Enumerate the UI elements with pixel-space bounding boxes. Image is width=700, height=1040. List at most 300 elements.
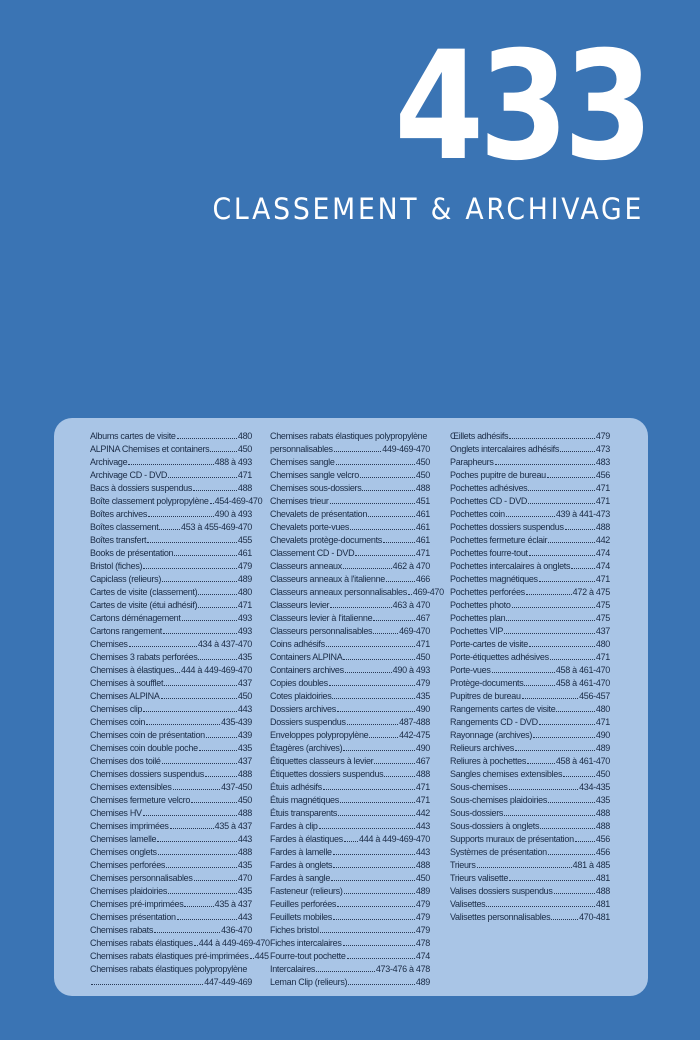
index-entry-name: Onglets intercalaires adhésifs [450, 444, 560, 454]
dot-leader [548, 542, 595, 543]
index-entry [450, 729, 610, 742]
index-entry-name: Œillets adhésifs [450, 431, 509, 441]
index-entry-page: 451 [415, 496, 430, 506]
index-entry-name: Chemises coin [90, 717, 146, 727]
dot-leader [540, 828, 595, 829]
index-entry-page: 474 [595, 561, 610, 571]
index-entry-page: 442 [595, 535, 610, 545]
dot-leader [173, 789, 221, 790]
index-entry-page: 471 [237, 600, 252, 610]
index-entry [270, 976, 430, 989]
index-entry-name: Pochettes fermeture éclair [450, 535, 548, 545]
index-entry-page: 488 [237, 847, 252, 857]
index-entry-page: 481 [595, 899, 610, 909]
index-column-1 [90, 430, 270, 989]
index-entry-name: Classement CD - DVD [270, 548, 355, 558]
index-entry-name: ALPINA Chemises et containers [90, 444, 210, 454]
dot-leader [350, 529, 415, 530]
dot-leader [184, 906, 213, 907]
index-entry [90, 534, 252, 547]
index-entry-page: 435 [237, 860, 252, 870]
index-entry-page: 480 [237, 431, 252, 441]
index-entry-name: Chemises ALPINA [90, 691, 160, 701]
index-entry [270, 833, 430, 846]
dot-leader [191, 802, 237, 803]
index-entry [450, 872, 610, 885]
index-entry-page: 443 [415, 847, 430, 857]
dot-leader [330, 607, 391, 608]
index-entry-page: 470-481 [579, 912, 610, 922]
index-entry [270, 742, 430, 755]
index-entry-page: 474 [415, 951, 430, 961]
index-entry-page: 447-449-469 [204, 977, 252, 987]
dot-leader [368, 516, 415, 517]
index-entry-name: Protège-documents [450, 678, 524, 688]
index-entry-page: 479 [237, 561, 252, 571]
index-entry [450, 716, 610, 729]
dot-leader [547, 477, 595, 478]
index-entry-name: Chemises extensibles [90, 782, 172, 792]
index-entry-page: 481 [595, 873, 610, 883]
dot-leader [509, 789, 578, 790]
index-entry [90, 521, 252, 534]
dot-leader [205, 776, 237, 777]
index-entry [90, 560, 252, 573]
index-entry-name: Systèmes de présentation [450, 847, 547, 857]
index-entry [450, 482, 610, 495]
dot-leader [384, 776, 415, 777]
index-entry [270, 560, 430, 573]
dot-leader [343, 750, 415, 751]
index-entry-name: Chemises clip [90, 704, 143, 714]
index-entry-name: Boîtes archives [90, 509, 148, 519]
index-entry-name: Chevalets protège-documents [270, 535, 382, 545]
dot-leader [539, 581, 595, 582]
index-entry-name: Fiches intercalaires [270, 938, 342, 948]
index-entry-page: 488 [595, 808, 610, 818]
index-entry-name: Chevalets de présentation [270, 509, 368, 519]
index-entry [270, 950, 430, 963]
dot-leader [198, 659, 236, 660]
index-entry [450, 846, 610, 859]
dot-leader [168, 477, 237, 478]
dot-leader [560, 451, 595, 452]
index-entry [90, 664, 252, 677]
index-entry [270, 456, 430, 469]
index-entry-page: 434 à 437-470 [197, 639, 252, 649]
index-entry-page: 490 [415, 704, 430, 714]
index-entry-page: 435 [237, 652, 252, 662]
dot-leader [164, 685, 237, 686]
index-entry-name: Chemises présentation [90, 912, 176, 922]
index-entry [90, 950, 269, 963]
index-entry [90, 443, 252, 456]
index-entry-name: Chemises à élastiques [90, 665, 175, 675]
index-entry [270, 612, 430, 625]
index-entry-page: 471 [595, 574, 610, 584]
index-entry [450, 469, 610, 482]
index-entry-name: Valisettes [450, 899, 486, 909]
index-entry [90, 729, 252, 742]
dot-leader [565, 529, 595, 530]
index-entry-page: 450 [415, 873, 430, 883]
index-entry [90, 963, 252, 976]
dot-leader [334, 451, 382, 452]
index-entry-name: Chemises rabats [90, 925, 154, 935]
index-entry-name: Chemises rabats élastiques pré-imprimées [90, 951, 249, 961]
dot-leader [148, 516, 214, 517]
index-entry [270, 807, 430, 820]
index-entry-name: Classeurs anneaux à l'italienne [270, 574, 385, 584]
index-entry-page: 473 [595, 444, 610, 454]
dot-leader [330, 503, 415, 504]
dot-leader [316, 971, 375, 972]
index-entry-name: Archivage [90, 457, 128, 467]
index-entry-name: Pochettes plan [450, 613, 506, 623]
index-entry [270, 703, 430, 716]
index-entry-name: Fourre-tout pochette [270, 951, 346, 961]
index-entry-page: 444 à 449-469-470 [198, 938, 270, 948]
index-entry-name: Books de présentation [90, 548, 174, 558]
index-entry-page: 456 [595, 847, 610, 857]
index-entry [450, 781, 610, 794]
index-entry-page: 443 [237, 912, 252, 922]
dot-leader [529, 555, 595, 556]
index-entry [270, 963, 430, 976]
index-entry-name: Chemises pré-imprimées [90, 899, 184, 909]
index-entry [90, 430, 252, 443]
dot-leader [348, 984, 415, 985]
index-entry-page: 488 [595, 821, 610, 831]
dot-leader [177, 438, 237, 439]
index-entry-name: Supports muraux de présentation [450, 834, 574, 844]
index-entry-name: Pochettes coin [450, 509, 505, 519]
index-entry [270, 794, 430, 807]
index-entry [90, 586, 252, 599]
dot-leader [343, 659, 414, 660]
index-entry-page: 445 [254, 951, 269, 961]
index-entry-page: 461 [415, 522, 430, 532]
index-entry-page: 450 [237, 691, 252, 701]
dot-leader [319, 828, 415, 829]
dot-leader [374, 763, 415, 764]
index-entry-page: 453 à 455-469-470 [181, 522, 252, 532]
dot-leader [477, 867, 572, 868]
index-entry-name: Chemises onglets [90, 847, 157, 857]
index-entry-page: 444 à 449-469-470 [181, 665, 252, 675]
index-entry-name: Cartons déménagement [90, 613, 181, 623]
index-entry-name: Cartes de visite (classement) [90, 587, 198, 597]
dot-leader [504, 633, 595, 634]
index-entry-page: 488 [595, 522, 610, 532]
dot-leader [163, 633, 237, 634]
index-entry-name: Étiquettes dossiers suspendus [270, 769, 384, 779]
dot-leader [373, 633, 398, 634]
dot-leader [563, 776, 595, 777]
index-entry-name: Étagères (archives) [270, 743, 343, 753]
dot-leader [323, 789, 415, 790]
index-entry [270, 781, 430, 794]
index-entry [270, 820, 430, 833]
index-entry [450, 612, 610, 625]
dot-leader [551, 919, 578, 920]
index-entry [450, 885, 610, 898]
index-entry-name: Fardes à sangle [270, 873, 331, 883]
index-entry [270, 729, 430, 742]
dot-leader [157, 841, 237, 842]
index-entry-page: 472 à 475 [572, 587, 610, 597]
dot-leader [198, 607, 237, 608]
dot-leader [146, 724, 220, 725]
index-entry [450, 794, 610, 807]
dot-leader [166, 867, 237, 868]
dot-leader [509, 438, 595, 439]
index-entry-name: Enveloppes polypropylène [270, 730, 369, 740]
index-entry-page: 437-450 [221, 782, 252, 792]
index-entry-name: personnalisables [270, 444, 333, 454]
index-entry-page: 479 [415, 678, 430, 688]
index-entry-page: 490 [415, 743, 430, 753]
dot-leader [369, 737, 398, 738]
index-entry [450, 651, 610, 664]
dot-leader [338, 815, 415, 816]
dot-leader [159, 529, 180, 530]
index-entry-page: 479 [595, 431, 610, 441]
index-entry-page: 437 [237, 756, 252, 766]
dot-leader [529, 646, 595, 647]
dot-leader [198, 594, 237, 595]
index-entry-name: Chemises coin double poche [90, 743, 198, 753]
index-entry-name: Sous-dossiers à onglets [450, 821, 540, 831]
dot-leader [495, 464, 595, 465]
index-entry [90, 937, 270, 950]
index-entry-name: Chemises perforées [90, 860, 166, 870]
dot-leader [194, 880, 237, 881]
dot-leader [174, 555, 237, 556]
index-entry [90, 482, 252, 495]
index-entry-name: Poches pupitre de bureau [450, 470, 546, 480]
dot-leader [343, 568, 392, 569]
index-entry-page: 478 [415, 938, 430, 948]
index-entry-name: Intercalaires [270, 964, 316, 974]
dot-leader [345, 672, 392, 673]
index-entry [450, 898, 610, 911]
index-entry-page: 443 [237, 704, 252, 714]
index-entry-name: Bacs à dossiers suspendus [90, 483, 193, 493]
index-entry-name: Containers archives [270, 665, 344, 675]
index-entry-page: 449-469-470 [382, 444, 430, 454]
index-entry [450, 690, 610, 703]
index-entry-name: Pochettes photo [450, 600, 511, 610]
dot-leader [147, 542, 237, 543]
index-entry-name: Copies doubles [270, 678, 328, 688]
index-entry [90, 755, 252, 768]
index-entry [90, 807, 252, 820]
index-entry [90, 833, 252, 846]
index-entry-name: Chemises lamelle [90, 834, 157, 844]
index-entry [90, 716, 252, 729]
index-entry-name: Pupitres de bureau [450, 691, 521, 701]
dot-leader [504, 815, 595, 816]
index-entry [90, 872, 252, 885]
dot-leader [515, 750, 595, 751]
index-entry-page: 479 [415, 912, 430, 922]
index-entry-page: 467 [415, 613, 430, 623]
index-entry-page: 435 à 437 [214, 899, 252, 909]
index-entry-name: Fardes à élastiques [270, 834, 343, 844]
index-entry-page: 471 [595, 496, 610, 506]
dot-leader [129, 646, 197, 647]
index-entry-name: Rangements cartes de visite [450, 704, 556, 714]
index-entry [450, 664, 610, 677]
index-entry-page: 488 [415, 769, 430, 779]
dot-leader [408, 594, 412, 595]
index-entry-page: 488 [237, 808, 252, 818]
index-entry-page: 450 [237, 795, 252, 805]
page-heading: CLASSEMENT & ARCHIVAGE [212, 192, 644, 226]
index-entry-name: Fardes à clip [270, 821, 318, 831]
index-entry-page: 450 [237, 444, 252, 454]
index-entry [90, 651, 252, 664]
index-entry-page: 490 à 493 [214, 509, 252, 519]
dot-leader [143, 815, 237, 816]
index-entry-page: 471 [595, 652, 610, 662]
index-entry-name: Pochettes intercalaires à onglets [450, 561, 571, 571]
index-entry-page: 439 à 441-473 [555, 509, 610, 519]
index-entry-page: 493 [237, 626, 252, 636]
index-entry [450, 638, 610, 651]
dot-leader [158, 854, 237, 855]
index-entry-page: 488 à 493 [214, 457, 252, 467]
index-entry [450, 703, 610, 716]
dot-leader [539, 724, 595, 725]
index-entry-name: Chemises personnalisables [90, 873, 193, 883]
dot-leader [143, 568, 237, 569]
index-entry-name: Dossiers archives [270, 704, 336, 714]
dot-leader [168, 893, 237, 894]
index-entry-page: 480 [237, 587, 252, 597]
index-entry [270, 937, 430, 950]
index-entry [450, 456, 610, 469]
dot-leader [527, 763, 555, 764]
index-entry-name: Boîte classement polypropylène [90, 496, 209, 506]
dot-leader [524, 685, 554, 686]
index-entry-page: 489 [237, 574, 252, 584]
dot-leader [161, 698, 237, 699]
index-entry-name: Albums cartes de visite [90, 431, 176, 441]
index-entry-name: Classeurs levier à l'italienne [270, 613, 373, 623]
index-entry [450, 755, 610, 768]
index-entry [270, 677, 430, 690]
index-entry-page: 490 [595, 730, 610, 740]
dot-leader [320, 932, 415, 933]
dot-leader [509, 880, 595, 881]
index-entry-page: 450 [415, 457, 430, 467]
index-entry [450, 625, 610, 638]
index-entry [270, 586, 444, 599]
index-entry [450, 807, 610, 820]
index-entry [90, 924, 252, 937]
index-entry-name: Pochettes VIP [450, 626, 504, 636]
dot-leader [526, 594, 572, 595]
index-entry-page: 435 à 437 [214, 821, 252, 831]
dot-leader [162, 763, 237, 764]
index-entry-page: 435 [595, 795, 610, 805]
dot-leader [492, 672, 555, 673]
index-entry [90, 976, 252, 989]
index-entry [90, 846, 252, 859]
index-entry-name: Fardes à lamelle [270, 847, 332, 857]
index-entry [270, 872, 430, 885]
dot-leader [337, 711, 415, 712]
index-entry [90, 859, 252, 872]
index-entry-page: 488 [415, 860, 430, 870]
dot-leader [336, 464, 415, 465]
dot-leader [333, 919, 415, 920]
index-entry-page: 437 [595, 626, 610, 636]
index-entry-name: Étuis magnétiques [270, 795, 339, 805]
index-entry [270, 651, 430, 664]
index-entry-name: Boîtes transfert [90, 535, 147, 545]
index-entry [450, 534, 610, 547]
dot-leader [250, 958, 254, 959]
index-entry-name: Pochettes magnétiques [450, 574, 538, 584]
index-entry-page: 450 [415, 470, 430, 480]
index-entry [270, 846, 430, 859]
index-entry [90, 612, 252, 625]
index-entry [450, 833, 610, 846]
index-entry-name: Parapheurs [450, 457, 494, 467]
index-entry [450, 586, 610, 599]
index-entry [450, 508, 610, 521]
dot-leader [344, 893, 415, 894]
dot-leader [347, 958, 415, 959]
dot-leader [528, 490, 595, 491]
index-entry-page: 455 [237, 535, 252, 545]
index-entry-page: 442-475 [399, 730, 430, 740]
dot-leader [210, 503, 214, 504]
index-entry-page: 461 [237, 548, 252, 558]
index-entry-name: Pochettes dossiers suspendus [450, 522, 564, 532]
dot-leader [331, 880, 415, 881]
index-entry-name: Reliures à pochettes [450, 756, 527, 766]
index-entry-name: Porte-cartes de visite [450, 639, 528, 649]
index-entry [270, 859, 430, 872]
index-entry-name: Porte-vues [450, 665, 491, 675]
index-entry-page: 489 [595, 743, 610, 753]
index-entry [270, 430, 430, 443]
index-entry-name: Chemises [90, 639, 128, 649]
dot-leader [182, 620, 237, 621]
dot-leader [548, 854, 595, 855]
index-entry-name: Feuilles perforées [270, 899, 337, 909]
dot-leader [333, 854, 415, 855]
index-entry-name: Étuis transparents [270, 808, 338, 818]
index-entry-page: 493 [237, 613, 252, 623]
index-entry-name: Cotes plaidoiries [270, 691, 332, 701]
index-entry [270, 495, 430, 508]
dot-leader [343, 945, 415, 946]
index-entry [90, 573, 252, 586]
index-entry-page: 450 [415, 652, 430, 662]
index-entry-page: 456 [595, 470, 610, 480]
index-entry [270, 443, 430, 456]
index-entry-page: 489 [415, 977, 430, 987]
index-entry-page: 466 [415, 574, 430, 584]
index-entry [90, 508, 252, 521]
index-entry [450, 521, 610, 534]
index-entry [270, 768, 430, 781]
